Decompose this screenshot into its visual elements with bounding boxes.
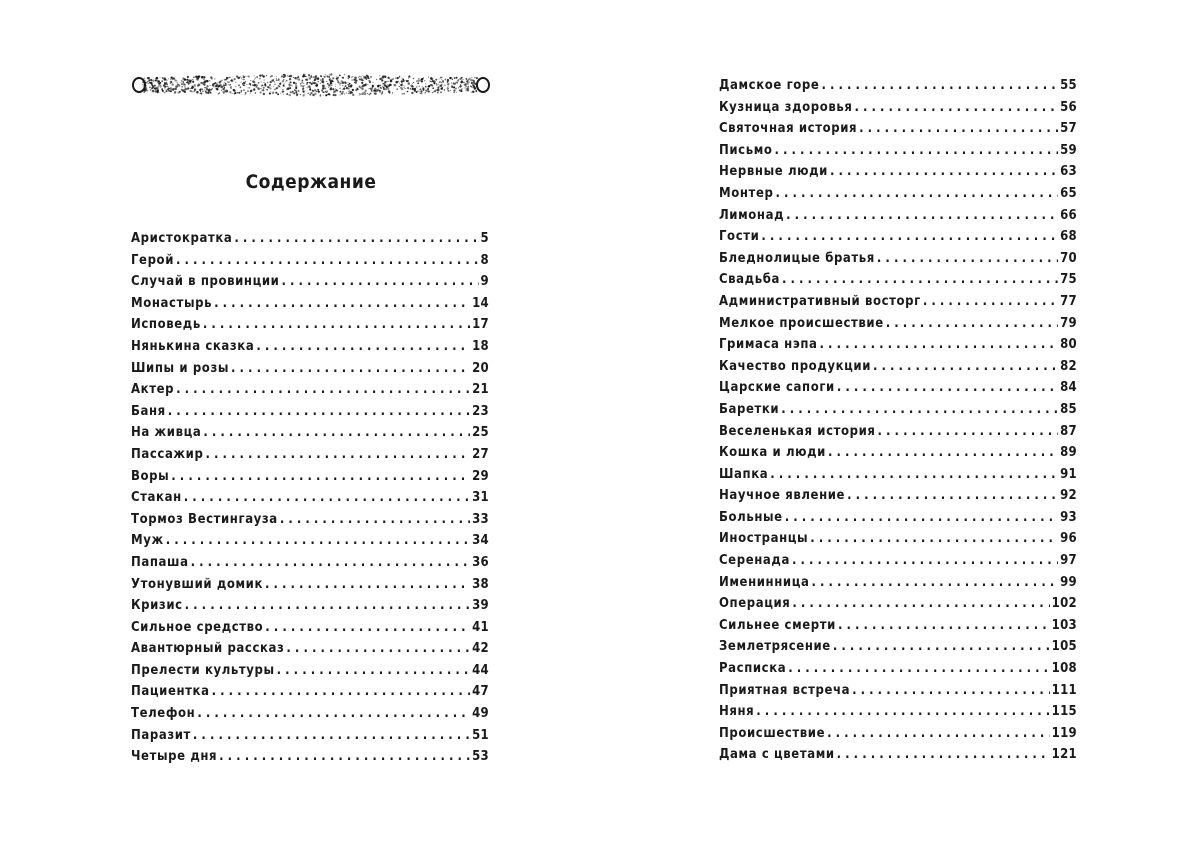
dot-leader <box>852 683 1050 698</box>
toc-entry-title: Дама с цветами <box>719 747 835 763</box>
toc-entry-title: Иностранцы <box>719 531 809 547</box>
toc-entry-title: Качество продукции <box>719 358 871 374</box>
toc-entry[interactable] <box>131 296 489 318</box>
toc-entry-page-number: 108 <box>1051 661 1077 677</box>
toc-entry-page-number: 5 <box>480 231 489 246</box>
toc-entry-page-number: 41 <box>472 619 489 635</box>
dot-leader <box>277 663 470 678</box>
toc-entry-page-number: 47 <box>472 684 489 700</box>
toc-entry-page-number: 79 <box>1060 315 1077 331</box>
toc-entry-page-number: 57 <box>1060 121 1077 137</box>
toc-entry-title: Герой <box>131 252 174 268</box>
toc-entry[interactable] <box>719 186 1077 208</box>
dot-leader <box>203 317 470 332</box>
toc-entry-title: Царские сапоги <box>719 380 835 396</box>
toc-entry-title: Бледнолицые братья <box>719 250 875 266</box>
toc-entry-page-number: 103 <box>1051 617 1077 633</box>
toc-list-left <box>131 231 489 771</box>
toc-entry-page-number: 21 <box>472 382 489 398</box>
dot-leader <box>837 747 1050 762</box>
toc-entry-page-number: 87 <box>1060 423 1077 439</box>
toc-entry-page-number: 63 <box>1060 164 1077 180</box>
toc-entry-title: Нервные люди <box>719 164 828 180</box>
dot-leader <box>847 488 1058 503</box>
toc-entry-title: Паразит <box>131 727 191 743</box>
toc-entry-page-number: 34 <box>472 533 489 549</box>
toc-entry[interactable] <box>719 467 1077 489</box>
toc-entry-page-number: 121 <box>1051 747 1077 763</box>
dot-leader <box>281 274 478 289</box>
dot-leader <box>214 296 470 311</box>
dot-leader <box>837 380 1058 395</box>
toc-entry[interactable] <box>719 121 1077 143</box>
dot-leader <box>176 253 479 268</box>
toc-entry[interactable] <box>131 317 489 339</box>
toc-entry-title: Кузница здоровья <box>719 99 853 115</box>
toc-entry-title: Письмо <box>719 142 773 158</box>
dot-leader <box>756 704 1049 719</box>
toc-entry-title: Свадьба <box>719 272 780 288</box>
toc-entry-page-number: 65 <box>1060 185 1077 201</box>
toc-entry-page-number: 84 <box>1060 380 1077 396</box>
toc-entry-page-number: 66 <box>1060 207 1077 223</box>
toc-entry-page-number: 17 <box>472 317 489 333</box>
toc-entry[interactable] <box>719 661 1077 683</box>
dot-leader <box>833 639 1050 654</box>
toc-entry-title: Случай в провинции <box>131 274 280 290</box>
toc-entry-title: Аристократка <box>131 231 233 246</box>
toc-entry[interactable] <box>131 577 489 599</box>
dot-leader <box>811 575 1058 590</box>
dot-leader <box>256 339 470 354</box>
dot-leader <box>234 231 478 246</box>
toc-entry[interactable] <box>719 251 1077 273</box>
toc-entry-title: Шипы и розы <box>131 360 230 376</box>
toc-entry-title: Стакан <box>131 490 182 506</box>
toc-entry[interactable] <box>719 553 1077 575</box>
dot-leader <box>838 618 1050 633</box>
toc-entry[interactable] <box>719 683 1077 705</box>
toc-entry-page-number: 55 <box>1060 78 1077 93</box>
toc-entry[interactable] <box>131 641 489 663</box>
dot-leader <box>280 512 470 527</box>
toc-entry-page-number: 29 <box>472 468 489 484</box>
toc-list-right <box>719 78 1077 769</box>
dot-leader <box>231 361 470 376</box>
toc-entry-page-number: 59 <box>1060 142 1077 158</box>
toc-entry-page-number: 18 <box>472 338 489 354</box>
toc-entry-title: Гримаса нэпа <box>719 337 818 353</box>
toc-entry-page-number: 115 <box>1051 704 1077 720</box>
toc-entry[interactable] <box>719 164 1077 186</box>
toc-entry[interactable] <box>131 620 489 642</box>
toc-entry-title: Шапка <box>719 466 769 482</box>
dot-leader <box>786 208 1058 223</box>
toc-entry-title: Авантюрный рассказ <box>131 641 285 657</box>
toc-entry-title: Лимонад <box>719 207 785 223</box>
toc-entry[interactable] <box>719 531 1077 553</box>
dot-leader <box>877 251 1058 266</box>
dot-leader <box>193 728 470 743</box>
dot-leader <box>219 749 470 764</box>
toc-entry-page-number: 68 <box>1060 229 1077 245</box>
toc-entry[interactable] <box>719 639 1077 661</box>
toc-entry-title: Муж <box>131 533 164 549</box>
dot-leader <box>792 596 1049 611</box>
dot-leader <box>166 533 470 548</box>
toc-entry-page-number: 105 <box>1051 639 1077 655</box>
dot-leader <box>775 186 1058 201</box>
toc-entry[interactable] <box>131 728 489 750</box>
dot-leader <box>785 510 1058 525</box>
toc-entry[interactable] <box>131 512 489 534</box>
dot-leader <box>265 620 470 635</box>
dot-leader <box>197 706 470 721</box>
toc-entry[interactable] <box>131 339 489 361</box>
toc-entry-page-number: 20 <box>472 360 489 376</box>
toc-entry-page-number: 89 <box>1060 445 1077 461</box>
dot-leader <box>792 553 1058 568</box>
toc-entry-page-number: 85 <box>1060 401 1077 417</box>
toc-entry-title: Кошка и люди <box>719 445 826 461</box>
toc-entry-page-number: 93 <box>1060 509 1077 525</box>
dot-leader <box>827 726 1050 741</box>
toc-entry[interactable] <box>719 510 1077 532</box>
toc-entry-page-number: 38 <box>472 576 489 592</box>
dot-leader <box>854 100 1058 115</box>
toc-entry[interactable] <box>719 488 1077 510</box>
toc-entry-title: Происшествие <box>719 725 826 741</box>
toc-entry-title: Баня <box>131 403 166 419</box>
toc-entry-page-number: 70 <box>1060 250 1077 266</box>
toc-entry-title: Мелкое происшествие <box>719 315 884 331</box>
toc-entry-page-number: 39 <box>472 598 489 614</box>
toc-entry-page-number: 25 <box>472 425 489 441</box>
toc-entry-page-number: 23 <box>472 403 489 419</box>
toc-entry-title: Именинница <box>719 574 810 590</box>
right-page <box>600 0 1200 852</box>
toc-entry[interactable] <box>719 618 1077 640</box>
toc-entry[interactable] <box>719 359 1077 381</box>
dot-leader <box>821 78 1058 93</box>
toc-entry-title: Пассажир <box>131 446 204 462</box>
toc-entry[interactable] <box>719 272 1077 294</box>
toc-entry-page-number: 77 <box>1060 293 1077 309</box>
toc-entry-title: Актер <box>131 382 175 398</box>
toc-entry[interactable] <box>719 445 1077 467</box>
toc-entry-title: Утонувший домик <box>131 576 263 592</box>
toc-entry[interactable] <box>131 253 489 275</box>
toc-entry-page-number: 119 <box>1051 725 1077 741</box>
toc-entry-title: Няня <box>719 704 755 720</box>
toc-entry[interactable] <box>131 404 489 426</box>
dot-leader <box>191 555 471 570</box>
page-title: Содержание <box>245 171 377 193</box>
toc-entry-title: Сильнее смерти <box>719 617 836 633</box>
dot-leader <box>788 661 1049 676</box>
toc-entry[interactable] <box>131 490 489 512</box>
toc-entry-title: На живца <box>131 425 202 441</box>
toc-entry-page-number: 31 <box>472 490 489 506</box>
toc-entry[interactable] <box>131 361 489 383</box>
toc-entry-title: Папаша <box>131 554 189 570</box>
dot-leader <box>286 641 470 656</box>
dot-leader <box>265 577 470 592</box>
toc-entry[interactable] <box>131 382 489 404</box>
toc-entry-page-number: 49 <box>472 706 489 722</box>
toc-entry-page-number: 111 <box>1051 682 1077 698</box>
toc-entry[interactable] <box>719 424 1077 446</box>
toc-entry-title: Научное явление <box>719 488 846 504</box>
toc-entry-page-number: 14 <box>472 295 489 311</box>
dot-leader <box>782 272 1058 287</box>
dot-leader <box>886 316 1058 331</box>
toc-entry-page-number: 91 <box>1060 466 1077 482</box>
toc-entry-title: Дамское горе <box>719 78 820 93</box>
toc-entry-page-number: 56 <box>1060 99 1077 115</box>
toc-entry-title: Телефон <box>131 706 196 722</box>
toc-entry[interactable] <box>719 78 1077 100</box>
toc-entry[interactable] <box>719 402 1077 424</box>
toc-entry-title: Исповедь <box>131 317 201 333</box>
toc-entry[interactable] <box>131 684 489 706</box>
toc-entry-title: Административный восторг <box>719 293 921 309</box>
dot-leader <box>176 382 470 397</box>
dot-leader <box>168 404 470 419</box>
dot-leader <box>205 447 470 462</box>
dot-leader <box>830 164 1058 179</box>
toc-entry-title: Кризис <box>131 598 183 614</box>
toc-entry[interactable] <box>131 425 489 447</box>
toc-entry-page-number: 82 <box>1060 358 1077 374</box>
toc-entry-title: Веселенькая история <box>719 423 876 439</box>
toc-entry-title: Святочная история <box>719 121 858 137</box>
toc-entry-title: Гости <box>719 229 760 245</box>
toc-entry[interactable] <box>719 229 1077 251</box>
dot-leader <box>810 531 1058 546</box>
toc-entry[interactable] <box>719 316 1077 338</box>
toc-entry[interactable] <box>719 294 1077 316</box>
dot-leader <box>828 445 1058 460</box>
toc-entry[interactable] <box>719 704 1077 726</box>
toc-entry[interactable] <box>719 380 1077 402</box>
toc-entry-title: Четыре дня <box>131 749 218 765</box>
toc-entry[interactable] <box>131 555 489 577</box>
toc-entry[interactable] <box>719 575 1077 597</box>
dot-leader <box>770 467 1058 482</box>
toc-entry-page-number: 97 <box>1060 553 1077 569</box>
toc-entry-title: Землетрясение <box>719 639 831 655</box>
toc-entry[interactable] <box>131 598 489 620</box>
toc-entry[interactable] <box>131 706 489 728</box>
toc-entry-title: Монастырь <box>131 295 213 311</box>
toc-entry-page-number: 9 <box>480 274 489 290</box>
dot-leader <box>212 684 471 699</box>
toc-entry-title: Прелести культуры <box>131 662 275 678</box>
dot-leader <box>923 294 1058 309</box>
toc-entry[interactable] <box>719 726 1077 748</box>
dot-leader <box>820 337 1059 352</box>
dot-leader <box>878 424 1059 439</box>
toc-entry[interactable] <box>131 447 489 469</box>
toc-entry-page-number: 102 <box>1051 596 1077 612</box>
toc-entry-title: Тормоз Вестингауза <box>131 511 278 527</box>
toc-entry-page-number: 75 <box>1060 272 1077 288</box>
toc-entry[interactable] <box>719 747 1077 769</box>
toc-entry[interactable] <box>131 749 489 771</box>
dot-leader <box>171 469 470 484</box>
dot-leader <box>775 143 1059 158</box>
toc-entry[interactable] <box>719 596 1077 618</box>
toc-entry-page-number: 36 <box>472 554 489 570</box>
toc-entry[interactable] <box>131 663 489 685</box>
toc-entry[interactable] <box>719 208 1077 230</box>
dot-leader <box>185 598 470 613</box>
toc-entry[interactable] <box>131 533 489 555</box>
toc-entry-page-number: 96 <box>1060 531 1077 547</box>
toc-entry-title: Воры <box>131 468 170 484</box>
toc-entry-title: Приятная встреча <box>719 682 851 698</box>
toc-entry-page-number: 8 <box>480 252 489 268</box>
dot-leader <box>184 490 470 505</box>
toc-entry-page-number: 27 <box>472 446 489 462</box>
toc-entry[interactable] <box>719 100 1077 122</box>
toc-entry[interactable] <box>131 469 489 491</box>
dot-leader <box>781 402 1058 417</box>
toc-entry-title: Операция <box>719 596 791 612</box>
toc-entry-page-number: 53 <box>472 749 489 765</box>
toc-entry[interactable] <box>719 337 1077 359</box>
dot-leader <box>873 359 1058 374</box>
dot-leader <box>761 229 1058 244</box>
toc-entry-title: Пациентка <box>131 684 210 700</box>
toc-entry-page-number: 51 <box>472 727 489 743</box>
toc-entry-page-number: 33 <box>472 511 489 527</box>
toc-entry-title: Больные <box>719 509 783 525</box>
toc-entry-title: Нянькина сказка <box>131 338 255 354</box>
toc-entry-page-number: 80 <box>1060 337 1077 353</box>
dot-leader <box>859 121 1058 136</box>
dot-leader <box>203 425 470 440</box>
toc-entry-page-number: 44 <box>472 662 489 678</box>
toc-entry-page-number: 99 <box>1060 574 1077 590</box>
toc-entry-title: Серенада <box>719 553 790 569</box>
toc-entry-page-number: 42 <box>472 641 489 657</box>
toc-entry[interactable] <box>131 274 489 296</box>
toc-entry-title: Расписка <box>719 661 787 677</box>
toc-entry-title: Монтер <box>719 185 774 201</box>
toc-entry-page-number: 92 <box>1060 488 1077 504</box>
toc-entry-title: Баретки <box>719 401 780 417</box>
toc-entry-title: Сильное средство <box>131 619 264 635</box>
toc-entry[interactable] <box>719 143 1077 165</box>
decorative-ornament-icon <box>131 70 491 100</box>
toc-entry[interactable] <box>131 231 489 253</box>
